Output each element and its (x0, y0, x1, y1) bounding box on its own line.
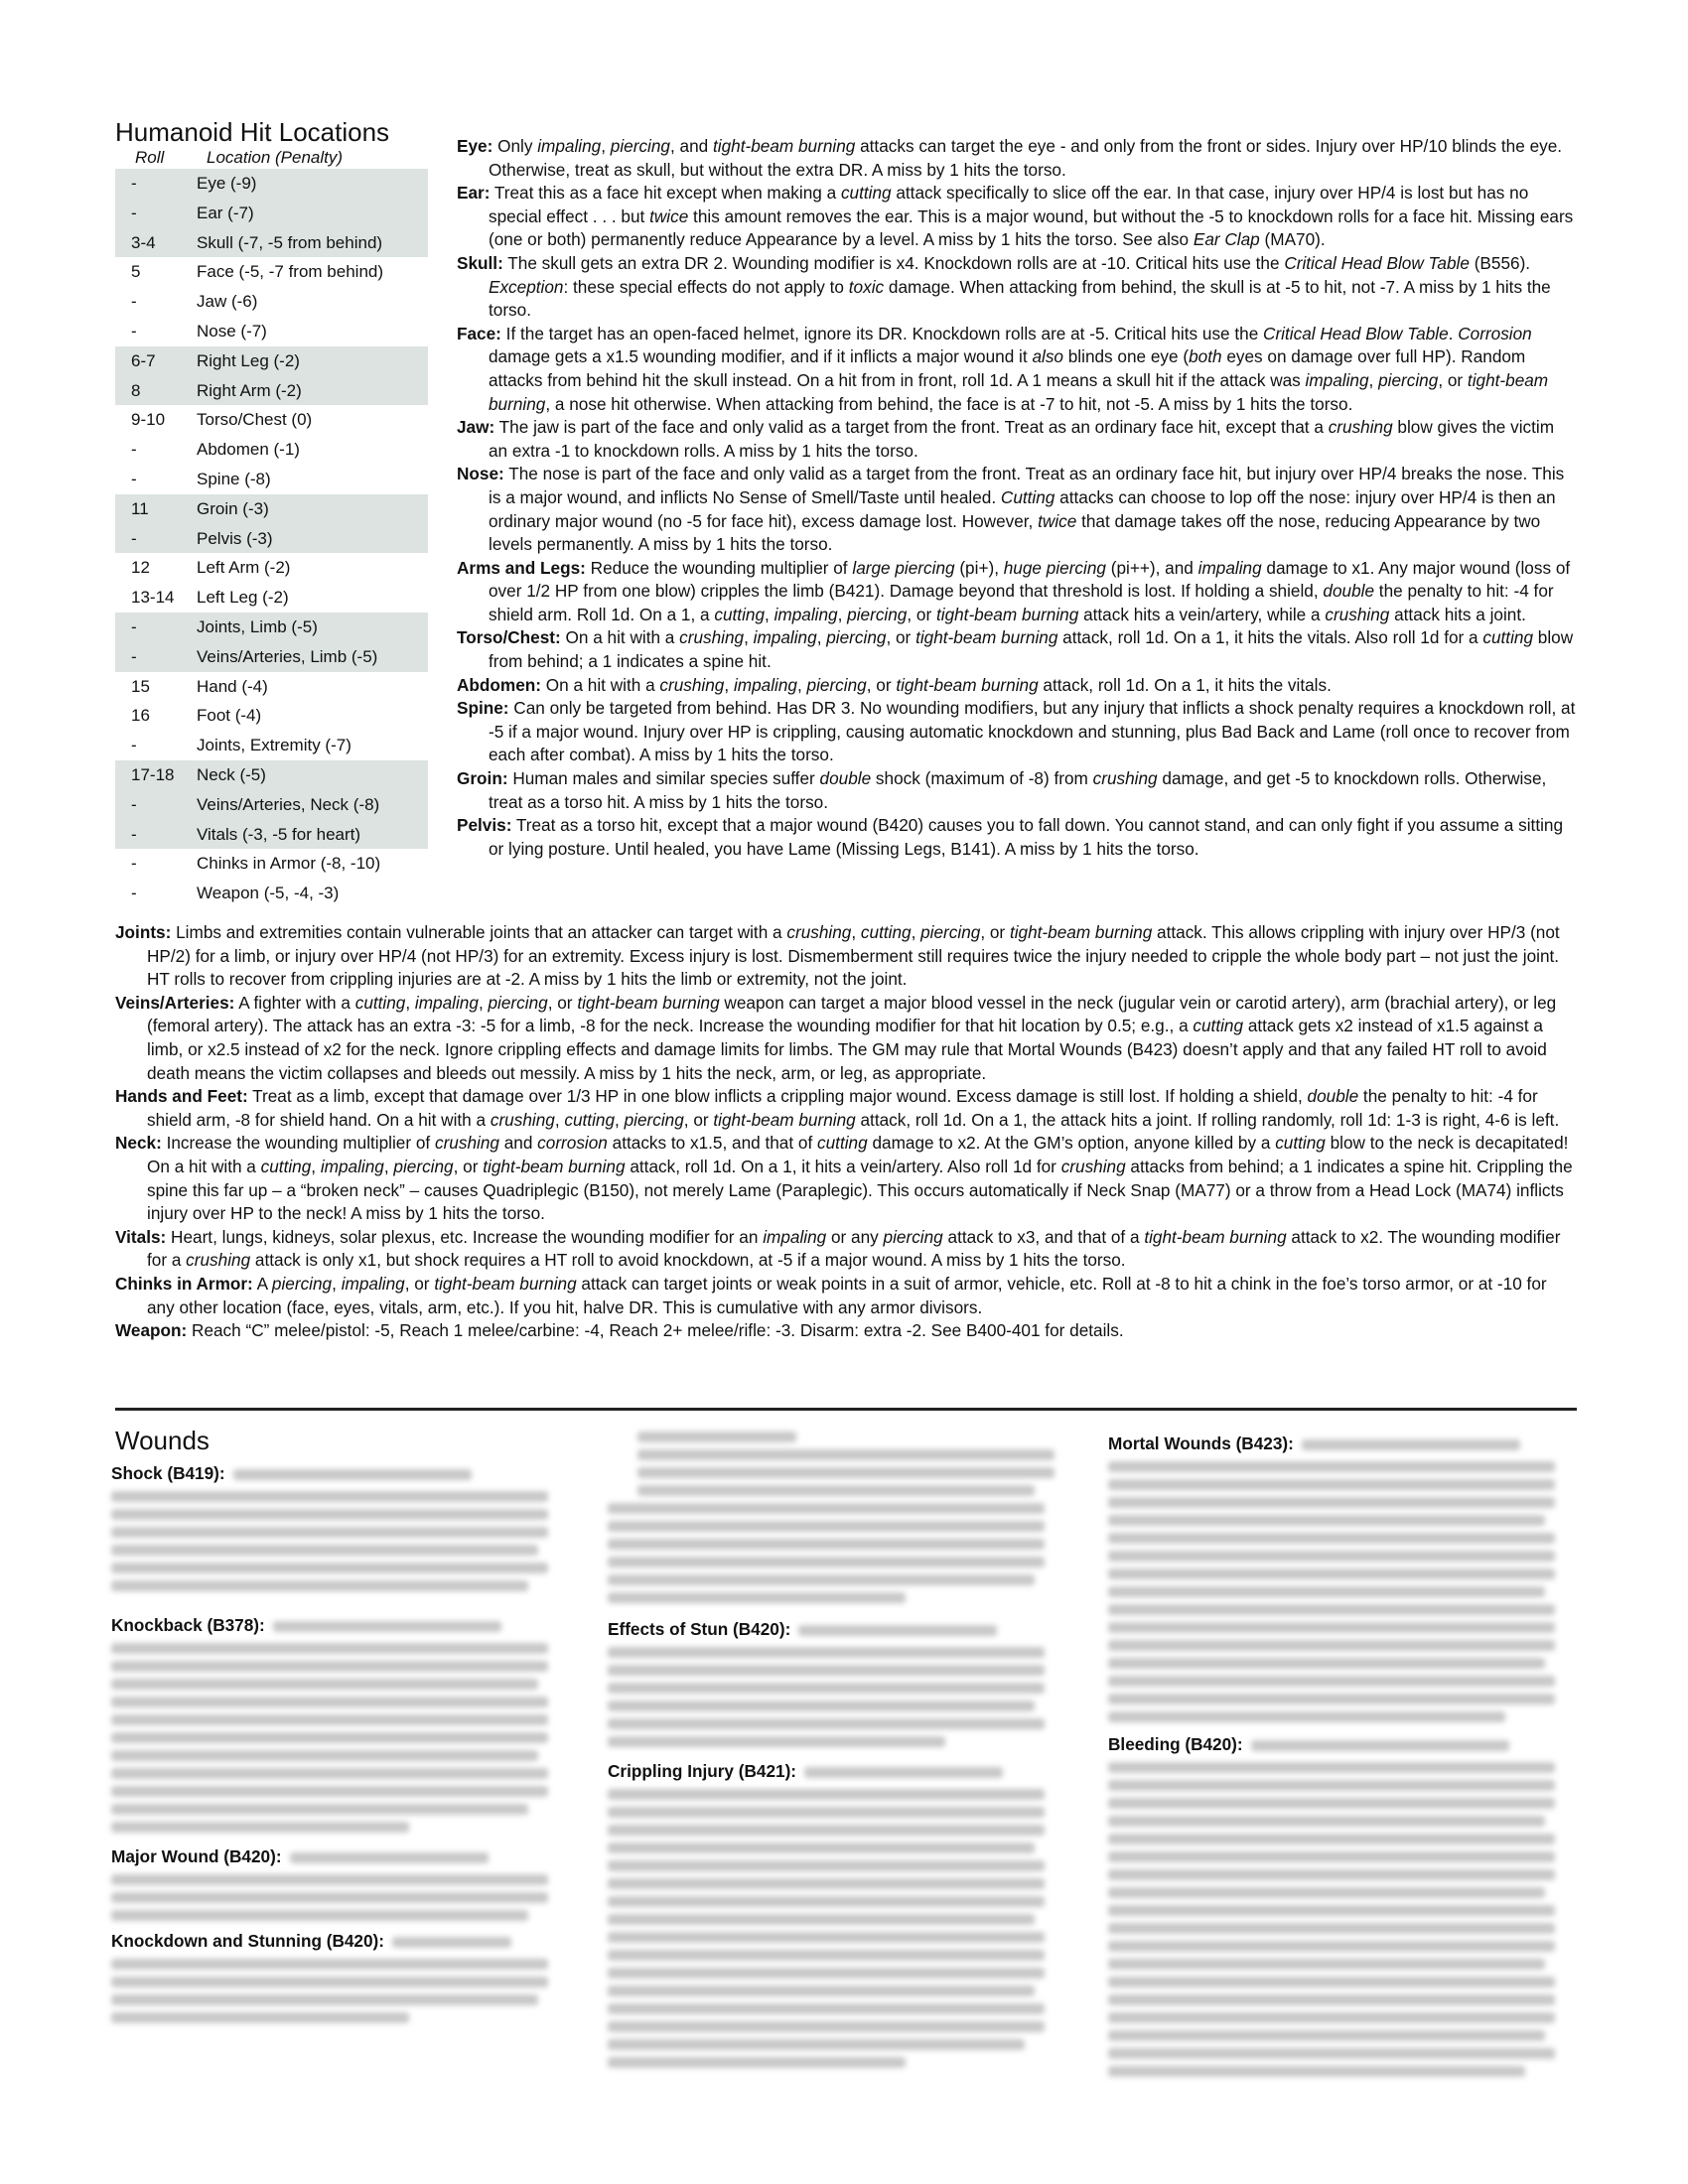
roll-cell: 5 (131, 262, 141, 282)
table-row (115, 879, 428, 908)
roll-cell: - (131, 884, 137, 903)
location-cell: Ear (-7) (197, 203, 254, 222)
table-row (115, 317, 428, 346)
location-entry (457, 674, 1577, 698)
entry-term: Ear: (457, 183, 491, 204)
wounds-column-3 (1108, 1432, 1585, 2084)
hit-locations-title: Humanoid Hit Locations (115, 117, 390, 147)
wounds-title: Wounds (115, 1426, 210, 1455)
entry-term: Pelvis: (457, 815, 512, 836)
roll-cell: 16 (131, 706, 150, 726)
location-cell: Jaw (-6) (197, 292, 258, 312)
location-entry (115, 1085, 1577, 1132)
entry-term: Veins/Arteries: (115, 992, 235, 1013)
location-cell: Vitals (-3, -5 for heart) (197, 824, 361, 844)
wounds-column-1 (111, 1461, 568, 2030)
roll-cell: - (131, 616, 137, 636)
location-entry (457, 416, 1577, 463)
entry-body: Increase the wounding multiplier of crushing and corrosion attacks to x1.5, and that of cutting damage to x2. At the GM’s option, anyone killed by a cutting blow to the neck is decapitated! On a hit with a cutting, impaling, piercing, or tight-beam burning attack, roll 1d. On a 1, it hits a vein/artery. Also roll 1d for crushing attacks from behind; a 1 indicates a spine hit. Crippling the spine this far up – a “broken neck” – causes Quadriplegic (B150), not merely Lame (Paraplegic). This occurs automatically if Neck Snap (MA77) or a throw from a Head Lock (MA74) inflicts injury over HP to the neck! A miss by 1 hits the torso. (147, 1133, 1573, 1224)
entry-term: Nose: (457, 464, 504, 484)
shock-heading: Shock (B419): (111, 1461, 568, 1485)
knockback-heading: Knockback (B378): (111, 1613, 568, 1637)
location-entry (457, 252, 1577, 323)
roll-cell: - (131, 646, 137, 666)
location-cell: Foot (-4) (197, 706, 262, 726)
table-row (115, 169, 428, 199)
roll-cell: - (131, 321, 137, 341)
location-cell: Joints, Extremity (-7) (197, 736, 352, 755)
location-cell: Spine (-8) (197, 469, 271, 488)
entry-body: Only impaling, piercing, and tight-beam burning attacks can target the eye - and only from the front or sides. Injury over HP/10 blinds the eye. Otherwise, treat as skull, but without the extra DR. A miss by 1 hits the torso. (489, 136, 1563, 180)
roll-cell: - (131, 440, 137, 460)
hit-location-table (115, 117, 428, 908)
location-entry (115, 1319, 1577, 1343)
table-row (115, 583, 428, 613)
special-location-notes (115, 921, 1577, 1343)
location-entry (115, 1273, 1577, 1319)
table-row (115, 287, 428, 317)
roll-cell: - (131, 854, 137, 874)
entry-term: Arms and Legs: (457, 557, 586, 578)
table-row (115, 672, 428, 702)
entry-body: Human males and similar species suffer double shock (maximum of -8) from crushing damage, and get -5 to knockdown rolls. Otherwise, treat as a torso hit. A miss by 1 hits the torso. (489, 768, 1547, 812)
location-cell: Left Leg (-2) (197, 588, 289, 608)
location-entry (457, 557, 1577, 627)
roll-cell: 8 (131, 380, 141, 400)
entry-term: Vitals: (115, 1226, 167, 1247)
table-row (115, 494, 428, 524)
entry-body: A fighter with a cutting, impaling, piercing, or tight-beam burning weapon can target a major blood vessel in the neck (jugular vein or carotid artery), arm (brachial artery), or leg (femoral artery). The attack has an extra -3: -5 for a limb, -8 for the neck. Increase the wounding modifier for that hit location by 0.5; e.g., a cutting attack gets x2 instead of x1.5 against a limb, or x2.5 instead of x2 for the neck. Ignore crippling effects and damage limits for limbs. The GM may rule that Mortal Wounds (B423) doesn’t apply and that any failed HT roll to avoid death means the victim collapses and bleeds out messily. A miss by 1 hits the neck, arm, or leg, as appropriate. (147, 992, 1557, 1083)
table-row (115, 820, 428, 850)
location-cell: Right Leg (-2) (197, 350, 300, 370)
entry-body: Treat as a torso hit, except that a major wound (B420) causes you to fall down. You cannot stand, and can only fight if you assume a sitting or lying posture. Until healed, you have Lame (Missing Legs, B141). A miss by 1 hits the torso. (489, 815, 1564, 859)
entry-body: Treat as a limb, except that damage over 1/3 HP in one blow inflicts a crippling major wound. Excess damage is still lost. If holding a shield, double the penalty to hit: -4 for shield arm, -8 for shield hand. On a hit with a crushing, cutting, piercing, or tight-beam burning attack, roll 1d. On a 1, the attack hits a joint. If rolling randomly, roll 1d: 1-3 is right, 4-6 is left. (147, 1086, 1560, 1130)
table-row (115, 613, 428, 642)
location-entry (457, 814, 1577, 861)
location-cell: Groin (-3) (197, 498, 269, 518)
blurred-text (608, 1789, 1084, 2068)
roll-cell: - (131, 528, 137, 548)
roll-cell: - (131, 469, 137, 488)
location-entry (457, 626, 1577, 673)
location-cell: Skull (-7, -5 from behind) (197, 232, 383, 252)
entry-term: Hands and Feet: (115, 1086, 248, 1107)
table-row (115, 553, 428, 583)
effects-of-stun-heading: Effects of Stun (B420): (608, 1617, 1084, 1641)
table-row (115, 849, 428, 879)
location-entry (115, 921, 1577, 992)
location-entry (457, 463, 1577, 556)
entry-term: Spine: (457, 698, 509, 719)
entry-body: Treat this as a face hit except when making a cutting attack specifically to slice off the ear. In that case, injury over HP/4 is lost but has no special effect . . . but twice this amount removes the ear. This is a major wound, but without the -5 to knockdown rolls for a face hit. Missing ears (one or both) permanently reduce Appearance by a level. A miss by 1 hits the torso. See also Ear Clap (MA70). (489, 183, 1574, 250)
entry-body: Limbs and extremities contain vulnerable joints that an attacker can target with a crushing, cutting, piercing, or tight-beam burning attack. This allows crippling with injury over HP/3 (not HP/2) for a limb, or injury over HP/4 (not HP/3) for an extremity. Excess injury is lost. Dismemberment still requires twice the injury needed to cripple the whole body part – not just the joint. HT rolls to recover from crippling injuries are at -2. A miss by 1 hits the limb or extremity, not the joint. (147, 922, 1560, 990)
roll-cell: - (131, 292, 137, 312)
location-entry (457, 135, 1577, 182)
location-entry (457, 182, 1577, 252)
roll-cell: 13-14 (131, 588, 175, 608)
table-row (115, 346, 428, 376)
entry-body: Reduce the wounding multiplier of large piercing (pi+), huge piercing (pi++), and impaling damage to x1. Any major wound (loss of over 1/2 HP from one blow) cripples the limb (B421). Damage beyond that threshold is lost. If holding a shield, double the penalty to hit: -4 for shield arm. Roll 1d. On a 1, a cutting, impaling, piercing, or tight-beam burning attack hits a vein/artery, while a crushing attack hits a joint. (489, 557, 1571, 624)
location-cell: Face (-5, -7 from behind) (197, 262, 384, 282)
table-row (115, 376, 428, 406)
location-cell: Right Arm (-2) (197, 380, 302, 400)
blurred-text (111, 1643, 568, 1833)
entry-body: On a hit with a crushing, impaling, piercing, or tight-beam burning attack, roll 1d. On a 1, it hits the vitals. (540, 674, 1332, 695)
roll-cell: 12 (131, 558, 150, 578)
roll-cell: 15 (131, 676, 150, 696)
location-cell: Neck (-5) (197, 764, 266, 784)
bleeding-heading: Bleeding (B420): (1108, 1732, 1585, 1756)
roll-cell: - (131, 794, 137, 814)
mortal-wounds-heading: Mortal Wounds (B423): (1108, 1432, 1585, 1455)
blurred-text (111, 1491, 568, 1591)
table-row (115, 228, 428, 258)
entry-body: On a hit with a crushing, impaling, piercing, or tight-beam burning attack, roll 1d. On a 1, it hits the vitals. Also roll 1d for a cutting blow from behind; a 1 indicates a spine hit. (489, 627, 1574, 672)
roll-cell: - (131, 736, 137, 755)
roll-cell: 11 (131, 498, 149, 518)
entry-term: Jaw: (457, 417, 495, 438)
location-cell: Veins/Arteries, Neck (-8) (197, 794, 380, 814)
location-cell: Abdomen (-1) (197, 440, 300, 460)
table-row (115, 405, 428, 435)
column-location: Location (Penalty) (207, 148, 344, 167)
entry-term: Eye: (457, 136, 493, 156)
entry-body: If the target has an open-faced helmet, ignore its DR. Knockdown rolls are at -5. Critical hits use the Critical Head Blow Table. Corrosion damage gets a x1.5 wounding modifier, and if it inflicts a major wound it also blinds one eye (both eyes on damage over full HP). Random attacks from behind hit the skull instead. On a hit from in front, roll 1d. A 1 means a skull hit if the attack was impaling, piercing, or tight-beam burning, a nose hit otherwise. When attacking from behind, the face is at -7 to hit, not -5. A miss by 1 hits the torso. (489, 323, 1549, 414)
major-wound-heading: Major Wound (B420): (111, 1844, 568, 1868)
table-body (115, 169, 428, 908)
roll-cell: - (131, 203, 137, 222)
entry-term: Groin: (457, 768, 508, 789)
entry-body: A piercing, impaling, or tight-beam burning attack can target joints or weak points in a suit of armor, vehicle, etc. Roll at -8 to hit a chink in the foe’s torso armor, or at -10 for any other location (face, eyes, vitals, arm, etc.). If you hit, halve DR. This is cumulative with any armor divisors. (147, 1273, 1547, 1317)
location-cell: Torso/Chest (0) (197, 410, 313, 430)
location-notes (457, 135, 1577, 861)
roll-cell: 6-7 (131, 350, 156, 370)
entry-body: Heart, lungs, kidneys, solar plexus, etc. Increase the wounding modifier for an impaling or any piercing attack to x3, and that of a tight-beam burning attack to x2. The wounding modifier for a crushing attack is only x1, but shock requires a HT roll to avoid knockdown, at -5 if a major wound. A miss by 1 hits the torso. (147, 1226, 1561, 1271)
entry-body: The jaw is part of the face and only valid as a target from the front. Treat as an ordinary face hit, except that a crushing blow gives the victim an extra -1 to knockdown rolls. A miss by 1 hits the torso. (489, 417, 1555, 461)
blurred-text (1108, 1762, 1585, 2077)
location-entry (457, 767, 1577, 814)
roll-cell: 9-10 (131, 410, 166, 430)
blurred-text (1108, 1461, 1585, 1722)
entry-term: Joints: (115, 922, 172, 942)
location-cell: Veins/Arteries, Limb (-5) (197, 646, 378, 666)
column-roll: Roll (135, 148, 165, 167)
entry-term: Neck: (115, 1133, 162, 1154)
roll-cell: 3-4 (131, 232, 156, 252)
location-cell: Joints, Limb (-5) (197, 616, 318, 636)
location-entry (457, 697, 1577, 767)
location-cell: Left Arm (-2) (197, 558, 291, 578)
table-row (115, 790, 428, 820)
crippling-injury-heading: Crippling Injury (B421): (608, 1759, 1084, 1783)
location-cell: Pelvis (-3) (197, 528, 273, 548)
location-entry (115, 1226, 1577, 1273)
entry-term: Chinks in Armor: (115, 1273, 253, 1294)
roll-cell: - (131, 174, 137, 193)
knockdown-heading: Knockdown and Stunning (B420): (111, 1929, 568, 1953)
blurred-text (111, 1874, 568, 1921)
entry-term: Face: (457, 323, 501, 343)
location-cell: Eye (-9) (197, 174, 257, 193)
section-divider (115, 1408, 1577, 1411)
roll-cell: - (131, 824, 137, 844)
location-cell: Chinks in Armor (-8, -10) (197, 854, 381, 874)
entry-body: The skull gets an extra DR 2. Wounding modifier is x4. Knockdown rolls are at -10. Critical hits use the Critical Head Blow Table (B556). Exception: these special effects do not apply to toxic damage. When attacking from behind, the skull is at -5 to hit, not -7. A miss by 1 hits the torso. (489, 252, 1551, 321)
table-row (115, 199, 428, 228)
entry-term: Torso/Chest: (457, 627, 561, 648)
location-entry (457, 323, 1577, 416)
blurred-text (111, 1959, 568, 2023)
entry-body: Reach “C” melee/pistol: -5, Reach 1 melee/carbine: -4, Reach 2+ melee/rifle: -3. Disarm: extra -2. See B400-401 for details. (187, 1320, 1124, 1341)
entry-body: Can only be targeted from behind. Has DR 3. No wounding modifiers, but any injury that inflicts a shock penalty requires a knockdown roll, at -5 if a major wound. Injury over HP is crippling, causing automatic knockdown and stunning, plus Bad Back and Lame (roll once to recover from each after combat). A miss by 1 hits the torso. (489, 698, 1576, 765)
table-row (115, 760, 428, 790)
location-cell: Hand (-4) (197, 676, 268, 696)
roll-cell: 17-18 (131, 764, 175, 784)
location-cell: Weapon (-5, -4, -3) (197, 884, 340, 903)
table-row (115, 465, 428, 494)
table-row (115, 701, 428, 731)
table-header (115, 147, 428, 169)
location-cell: Nose (-7) (197, 321, 267, 341)
wounds-column-2 (608, 1426, 1084, 2075)
table-row (115, 435, 428, 465)
blurred-text (608, 1647, 1084, 1747)
entry-term: Skull: (457, 252, 503, 273)
entry-term: Weapon: (115, 1320, 188, 1341)
table-row (115, 731, 428, 760)
table-row (115, 524, 428, 554)
table-row (115, 642, 428, 672)
location-entry (115, 992, 1577, 1085)
table-row (115, 257, 428, 287)
blurred-text (608, 1432, 1084, 1603)
entry-term: Abdomen: (457, 674, 541, 695)
location-entry (115, 1132, 1577, 1225)
entry-body: The nose is part of the face and only valid as a target from the front. Treat as an ordinary face hit, but injury over HP/4 breaks the nose. This is a major wound, and inflicts No Sense of Smell/Taste until healed. Cutting attacks can choose to lop off the nose: injury over HP/4 is then an ordinary major wound (no -5 for face hit), excess damage lost. However, twice that damage takes off the nose, reducing Appearance by two levels permanently. A miss by 1 hits the torso. (489, 464, 1565, 555)
